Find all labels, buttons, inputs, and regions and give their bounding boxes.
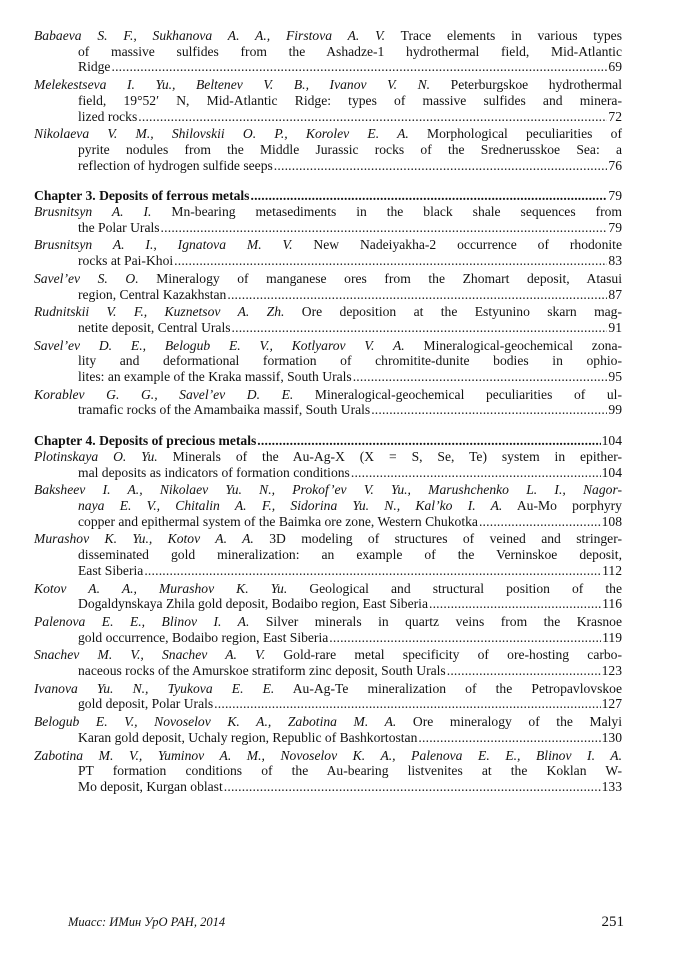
entry-authors-continued: naya E. V., Chitalin A. F., Sidorina Yu. N., Kal’ko I. A. bbox=[78, 497, 503, 513]
chapter-title: Chapter 4. Deposits of precious metals bbox=[34, 433, 257, 449]
dot-leader bbox=[479, 514, 601, 530]
entry-authors: Brusnitsyn A. I., Ignatova M. V. bbox=[34, 237, 293, 253]
entry-authors: Brusnitsyn A. I. bbox=[34, 204, 152, 220]
dot-leader bbox=[447, 663, 601, 679]
dot-leader bbox=[138, 109, 607, 125]
entry-title-part: PT formation conditions of the Au-bearing listvenites at the Koklan W- bbox=[78, 763, 622, 779]
entry-title-part: Au-Ag-Te mineralization of the Petropavlovskoe bbox=[292, 680, 623, 696]
entry-page-number: 76 bbox=[608, 157, 622, 173]
entry-line bbox=[34, 109, 622, 125]
entry-authors: Baksheev I. A., Nikolaev Yu. N., Prokof’ev V. Yu., Marushchenko L. I., Nagor- bbox=[34, 482, 622, 498]
publisher-line: Миасс: ИМин УрО РАН, 2014 bbox=[68, 915, 226, 929]
entry-title-part: pyrite nodules from the Middle Jurassic rocks of the Srednerusskoe Sea: a bbox=[78, 141, 622, 157]
entry-line bbox=[34, 531, 622, 547]
entry-authors: Ivanova Yu. N., Tyukova E. E. bbox=[34, 680, 275, 696]
toc-entry bbox=[34, 531, 622, 578]
entry-page-number: 133 bbox=[601, 778, 622, 794]
entry-authors: Nikolaeva V. M., Shilovskii O. P., Korolev E. A. bbox=[34, 126, 409, 142]
entry-title-part: Mineralogical-geochemical peculiarities of ul- bbox=[314, 386, 622, 402]
entry-title-part: lites: an example of the Kraka massif, South Urals bbox=[78, 369, 352, 385]
entry-line bbox=[34, 253, 622, 269]
dot-leader bbox=[274, 158, 608, 174]
entry-line bbox=[34, 369, 622, 385]
entry-page-number: 130 bbox=[601, 729, 622, 745]
entry-line bbox=[34, 514, 622, 530]
entry-line bbox=[34, 304, 622, 320]
dot-leader bbox=[214, 696, 600, 712]
entry-line bbox=[34, 142, 622, 158]
entry-title-part: Ridge bbox=[78, 59, 111, 75]
table-of-contents bbox=[34, 28, 622, 795]
entry-page-number: 112 bbox=[602, 562, 622, 578]
entry-title-part: 3D modeling of structures of veined and stringer- bbox=[269, 531, 622, 547]
entry-title-part: field, 19°52′ N, Mid-Atlantic Ridge: types of massive sulfides and minera- bbox=[78, 92, 622, 108]
entry-page-number: 91 bbox=[608, 319, 622, 335]
dot-leader bbox=[111, 59, 607, 75]
entry-title-part: naceous rocks of the Amurskoe stratiform zinc deposit, South Urals bbox=[78, 663, 446, 679]
entry-line bbox=[34, 498, 622, 514]
entry-line bbox=[34, 581, 622, 597]
page-number: 251 bbox=[601, 914, 624, 930]
entry-line bbox=[34, 220, 622, 236]
entry-title-part: East Siberia bbox=[78, 562, 144, 578]
dot-leader bbox=[353, 369, 608, 385]
entry-title-part: region, Central Kazakhstan bbox=[78, 286, 227, 302]
dot-leader bbox=[232, 320, 608, 336]
entry-title-part: Mineralogy of manganese ores from the Zhomart deposit, Atasui bbox=[156, 270, 622, 286]
entry-title-part: disseminated gold mineralization: an example of the Verninskoe deposit, bbox=[78, 547, 622, 563]
toc-entry bbox=[34, 482, 622, 529]
entry-title-part: Morphological peculiarities of bbox=[427, 126, 622, 142]
entry-line bbox=[34, 126, 622, 142]
entry-line bbox=[34, 353, 622, 369]
toc-entry bbox=[34, 271, 622, 302]
chapter-page-number: 79 bbox=[608, 188, 622, 204]
entry-title-part: New Nadeiyakha-2 occurrence of rhodonite bbox=[313, 237, 622, 253]
entry-line bbox=[34, 287, 622, 303]
entry-line bbox=[34, 237, 622, 253]
toc-entry bbox=[34, 204, 622, 235]
toc-entry bbox=[34, 614, 622, 645]
entry-page-number: 72 bbox=[608, 108, 622, 124]
toc-entry bbox=[34, 387, 622, 418]
entry-title-part: Mineralogical-geochemical zona- bbox=[423, 337, 622, 353]
entry-title-part: Silver minerals in quartz veins from the Krasnoe bbox=[265, 613, 622, 629]
entry-line bbox=[34, 614, 622, 630]
toc-entry bbox=[34, 581, 622, 612]
entry-line bbox=[34, 596, 622, 612]
entry-title-part: Geological and structural position of the bbox=[309, 580, 622, 596]
dot-leader bbox=[371, 402, 607, 418]
entry-authors: Plotinskaya O. Yu. bbox=[34, 448, 158, 464]
entry-line bbox=[34, 59, 622, 75]
entry-line bbox=[34, 44, 622, 60]
entry-title-part: Peterburgskoe hydrothermal bbox=[450, 77, 622, 93]
toc-entry bbox=[34, 338, 622, 385]
dot-leader bbox=[161, 220, 608, 236]
entry-line bbox=[34, 93, 622, 109]
entry-line bbox=[34, 271, 622, 287]
entry-page-number: 79 bbox=[608, 219, 622, 235]
entry-authors: Murashov K. Yu., Kotov A. A. bbox=[34, 531, 254, 547]
entry-authors: Melekestseva I. Yu., Beltenev V. B., Ivanov V. N. bbox=[34, 77, 431, 93]
entry-page-number: 95 bbox=[608, 369, 622, 385]
entry-authors: Babaeva S. F., Sukhanova A. A., Firstova A. V. bbox=[34, 28, 386, 43]
entry-line bbox=[34, 28, 622, 44]
entry-line bbox=[34, 730, 622, 746]
entry-page-number: 127 bbox=[601, 696, 622, 712]
entry-line bbox=[34, 77, 622, 93]
toc-entry bbox=[34, 77, 622, 124]
toc-entry bbox=[34, 714, 622, 745]
entry-line bbox=[34, 402, 622, 418]
toc-entry bbox=[34, 681, 622, 712]
entry-line bbox=[34, 663, 622, 679]
chapter-heading bbox=[34, 433, 622, 449]
entry-line bbox=[34, 647, 622, 663]
entry-line bbox=[34, 204, 622, 220]
entry-authors: Rudnitskii V. F., Kuznetsov A. Zh. bbox=[34, 304, 285, 320]
entry-line bbox=[34, 696, 622, 712]
entry-line bbox=[34, 779, 622, 795]
entry-authors: Savel’ev S. O. bbox=[34, 270, 139, 286]
dot-leader bbox=[351, 465, 601, 481]
entry-page-number: 104 bbox=[601, 464, 622, 480]
chapter-page-number: 104 bbox=[601, 433, 622, 449]
entry-title-part: Minerals of the Au-Ag-X (X = S, Se, Te) system in epither- bbox=[172, 448, 623, 464]
entry-line bbox=[34, 465, 622, 481]
entry-line bbox=[34, 158, 622, 174]
toc-entry bbox=[34, 304, 622, 335]
entry-title-part: Mo deposit, Kurgan oblast bbox=[78, 778, 223, 794]
entry-title-part: gold occurrence, Bodaibo region, East Siberia bbox=[78, 629, 329, 645]
entry-title-part: Au-Mo porphyry bbox=[516, 497, 622, 513]
toc-entry bbox=[34, 647, 622, 678]
entry-line bbox=[34, 338, 622, 354]
chapter-heading bbox=[34, 188, 622, 204]
entry-line bbox=[34, 748, 622, 764]
dot-leader bbox=[257, 433, 600, 449]
entry-authors: Zabotina M. V., Yuminov A. M., Novoselov K. A., Palenova E. E., Blinov I. A. bbox=[34, 747, 622, 763]
dot-leader bbox=[174, 253, 607, 269]
entry-title-part: Karan gold deposit, Uchaly region, Republic of Bashkortostan bbox=[78, 729, 418, 745]
entry-line bbox=[34, 387, 622, 403]
entry-authors: Korablev G. G., Savel’ev D. E. bbox=[34, 386, 294, 402]
dot-leader bbox=[227, 287, 607, 303]
entry-title-part: of massive sulfides from the Ashadze-1 hydrothermal field, Mid-Atlantic bbox=[78, 43, 622, 59]
entry-authors: Savel’ev D. E., Belogub E. V., Kotlyarov V. A. bbox=[34, 337, 405, 353]
entry-line bbox=[34, 449, 622, 465]
dot-leader bbox=[250, 188, 607, 204]
dot-leader bbox=[429, 596, 601, 612]
toc-entry bbox=[34, 449, 622, 480]
entry-authors: Palenova E. E., Blinov I. A. bbox=[34, 613, 250, 629]
entry-title-part: netite deposit, Central Urals bbox=[78, 319, 231, 335]
entry-title-part: copper and epithermal system of the Baimka ore zone, Western Chukotka bbox=[78, 513, 478, 529]
entry-title-part: the Polar Urals bbox=[78, 219, 160, 235]
entry-page-number: 87 bbox=[608, 286, 622, 302]
entry-page-number: 83 bbox=[608, 253, 622, 269]
entry-title-part: gold deposit, Polar Urals bbox=[78, 696, 214, 712]
entry-title-part: Ore deposition at the Estyunino skarn mag- bbox=[301, 304, 622, 320]
entry-line bbox=[34, 320, 622, 336]
dot-leader bbox=[144, 563, 601, 579]
entry-page-number: 119 bbox=[602, 629, 622, 645]
entry-title-part: tramafic rocks of the Amambaika massif, South Urals bbox=[78, 402, 371, 418]
entry-page-number: 69 bbox=[608, 59, 622, 75]
entry-line bbox=[34, 763, 622, 779]
entry-authors: Belogub E. V., Novoselov K. A., Zabotina M. A. bbox=[34, 714, 397, 730]
entry-line bbox=[34, 563, 622, 579]
toc-entry bbox=[34, 28, 622, 75]
entry-page-number: 116 bbox=[602, 596, 622, 612]
entry-page-number: 123 bbox=[601, 663, 622, 679]
entry-title-part: Mn-bearing metasediments in the black shale sequences from bbox=[171, 204, 622, 220]
entry-authors: Kotov A. A., Murashov K. Yu. bbox=[34, 580, 288, 596]
entry-title-part: Trace elements in various types bbox=[400, 28, 623, 43]
dot-leader bbox=[224, 779, 601, 795]
toc-entry bbox=[34, 748, 622, 795]
entry-title-part: lized rocks bbox=[78, 108, 138, 124]
entry-title-part: rocks at Pai-Khoi bbox=[78, 253, 174, 269]
toc-entry bbox=[34, 126, 622, 173]
entry-line bbox=[34, 714, 622, 730]
entry-page-number: 99 bbox=[608, 402, 622, 418]
entry-title-part: mal deposits as indicators of formation conditions bbox=[78, 464, 350, 480]
entry-title-part: Dogaldynskaya Zhila gold deposit, Bodaibo region, East Siberia bbox=[78, 596, 428, 612]
page-footer bbox=[68, 914, 624, 931]
entry-line bbox=[34, 681, 622, 697]
entry-title-part: Ore mineralogy of the Malyi bbox=[412, 714, 622, 730]
dot-leader bbox=[418, 730, 600, 746]
entry-title-part: reflection of hydrogen sulfide seeps bbox=[78, 157, 273, 173]
entry-title-part: lity and deformational formation of chromitite-dunite bodies in ophio- bbox=[78, 353, 622, 369]
entry-page-number: 108 bbox=[601, 513, 622, 529]
entry-authors: Snachev M. V., Snachev A. V. bbox=[34, 647, 266, 663]
chapter-title: Chapter 3. Deposits of ferrous metals bbox=[34, 188, 250, 204]
entry-line bbox=[34, 630, 622, 646]
toc-entry bbox=[34, 237, 622, 268]
dot-leader bbox=[329, 630, 601, 646]
entry-line bbox=[34, 482, 622, 498]
entry-line bbox=[34, 547, 622, 563]
entry-title-part: Gold-rare metal specificity of ore-hosting carbo- bbox=[283, 647, 623, 663]
